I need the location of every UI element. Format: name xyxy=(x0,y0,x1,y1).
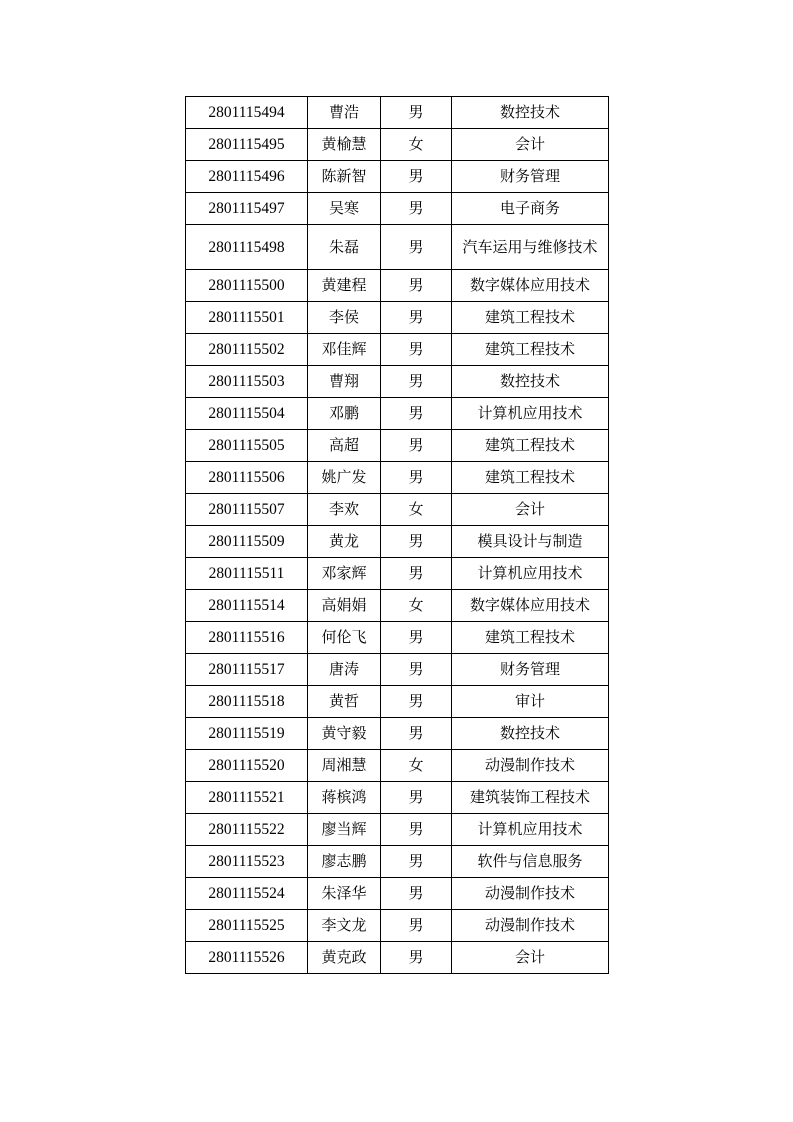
student-name-cell: 邓家辉 xyxy=(308,558,381,590)
student-name-cell: 蒋槟鸿 xyxy=(308,782,381,814)
student-gender-cell: 女 xyxy=(381,590,452,622)
student-name-cell: 李侯 xyxy=(308,302,381,334)
student-name-cell: 黄榆慧 xyxy=(308,129,381,161)
student-name-cell: 曹翔 xyxy=(308,366,381,398)
student-id-cell: 2801115517 xyxy=(186,654,308,686)
student-id-cell: 2801115519 xyxy=(186,718,308,750)
student-id-cell: 2801115500 xyxy=(186,270,308,302)
student-major-cell: 会计 xyxy=(452,129,609,161)
table-row xyxy=(186,782,609,814)
student-name-cell: 周湘慧 xyxy=(308,750,381,782)
table-row xyxy=(186,654,609,686)
student-name-cell: 廖志鹏 xyxy=(308,846,381,878)
student-name-cell: 黄龙 xyxy=(308,526,381,558)
student-name-cell: 姚广发 xyxy=(308,462,381,494)
roster-body xyxy=(186,97,609,974)
student-major-cell: 电子商务 xyxy=(452,193,609,225)
table-row xyxy=(186,302,609,334)
student-major-cell: 软件与信息服务 xyxy=(452,846,609,878)
table-row xyxy=(186,814,609,846)
student-major-cell: 建筑工程技术 xyxy=(452,334,609,366)
table-row xyxy=(186,225,609,270)
student-id-cell: 2801115498 xyxy=(186,225,308,270)
student-id-cell: 2801115507 xyxy=(186,494,308,526)
student-id-cell: 2801115522 xyxy=(186,814,308,846)
student-gender-cell: 男 xyxy=(381,398,452,430)
student-id-cell: 2801115520 xyxy=(186,750,308,782)
student-major-cell: 建筑工程技术 xyxy=(452,622,609,654)
table-row xyxy=(186,910,609,942)
table-row xyxy=(186,270,609,302)
table-row xyxy=(186,161,609,193)
student-id-cell: 2801115514 xyxy=(186,590,308,622)
table-row xyxy=(186,942,609,974)
student-name-cell: 吴寒 xyxy=(308,193,381,225)
student-gender-cell: 男 xyxy=(381,302,452,334)
student-major-cell: 数控技术 xyxy=(452,718,609,750)
student-id-cell: 2801115524 xyxy=(186,878,308,910)
student-name-cell: 朱磊 xyxy=(308,225,381,270)
table-row xyxy=(186,398,609,430)
student-major-cell: 会计 xyxy=(452,494,609,526)
table-row xyxy=(186,97,609,129)
table-row xyxy=(186,193,609,225)
student-gender-cell: 男 xyxy=(381,270,452,302)
student-major-cell: 模具设计与制造 xyxy=(452,526,609,558)
student-gender-cell: 男 xyxy=(381,97,452,129)
table-row xyxy=(186,462,609,494)
table-row xyxy=(186,846,609,878)
student-name-cell: 李文龙 xyxy=(308,910,381,942)
student-gender-cell: 男 xyxy=(381,225,452,270)
student-gender-cell: 男 xyxy=(381,814,452,846)
student-name-cell: 曹浩 xyxy=(308,97,381,129)
student-gender-cell: 男 xyxy=(381,430,452,462)
student-name-cell: 黄建程 xyxy=(308,270,381,302)
student-gender-cell: 男 xyxy=(381,686,452,718)
student-id-cell: 2801115521 xyxy=(186,782,308,814)
student-major-cell: 数字媒体应用技术 xyxy=(452,270,609,302)
table-row xyxy=(186,366,609,398)
student-major-cell: 计算机应用技术 xyxy=(452,814,609,846)
student-gender-cell: 男 xyxy=(381,161,452,193)
student-name-cell: 邓鹏 xyxy=(308,398,381,430)
student-gender-cell: 男 xyxy=(381,366,452,398)
student-id-cell: 2801115525 xyxy=(186,910,308,942)
table-row xyxy=(186,750,609,782)
student-gender-cell: 男 xyxy=(381,622,452,654)
student-name-cell: 高超 xyxy=(308,430,381,462)
student-id-cell: 2801115504 xyxy=(186,398,308,430)
table-row xyxy=(186,878,609,910)
student-gender-cell: 男 xyxy=(381,193,452,225)
student-major-cell: 建筑装饰工程技术 xyxy=(452,782,609,814)
student-gender-cell: 女 xyxy=(381,129,452,161)
student-name-cell: 朱泽华 xyxy=(308,878,381,910)
student-major-cell: 动漫制作技术 xyxy=(452,910,609,942)
student-major-cell: 数控技术 xyxy=(452,97,609,129)
student-roster-table xyxy=(185,96,609,974)
table-row xyxy=(186,622,609,654)
student-gender-cell: 男 xyxy=(381,878,452,910)
student-name-cell: 邓佳辉 xyxy=(308,334,381,366)
student-name-cell: 李欢 xyxy=(308,494,381,526)
student-name-cell: 黄守毅 xyxy=(308,718,381,750)
student-gender-cell: 女 xyxy=(381,750,452,782)
student-gender-cell: 男 xyxy=(381,910,452,942)
student-id-cell: 2801115502 xyxy=(186,334,308,366)
student-major-cell: 建筑工程技术 xyxy=(452,462,609,494)
student-id-cell: 2801115494 xyxy=(186,97,308,129)
student-gender-cell: 男 xyxy=(381,942,452,974)
student-gender-cell: 男 xyxy=(381,558,452,590)
student-major-cell: 动漫制作技术 xyxy=(452,878,609,910)
student-id-cell: 2801115518 xyxy=(186,686,308,718)
student-name-cell: 陈新智 xyxy=(308,161,381,193)
student-major-cell: 数控技术 xyxy=(452,366,609,398)
student-major-cell: 汽车运用与维修技术 xyxy=(452,225,609,270)
student-id-cell: 2801115516 xyxy=(186,622,308,654)
student-gender-cell: 男 xyxy=(381,526,452,558)
student-name-cell: 黄克政 xyxy=(308,942,381,974)
table-row xyxy=(186,590,609,622)
student-major-cell: 建筑工程技术 xyxy=(452,302,609,334)
table-row xyxy=(186,526,609,558)
student-major-cell: 建筑工程技术 xyxy=(452,430,609,462)
table-row xyxy=(186,129,609,161)
student-major-cell: 财务管理 xyxy=(452,161,609,193)
student-gender-cell: 男 xyxy=(381,782,452,814)
table-row xyxy=(186,718,609,750)
student-id-cell: 2801115509 xyxy=(186,526,308,558)
student-id-cell: 2801115497 xyxy=(186,193,308,225)
student-major-cell: 计算机应用技术 xyxy=(452,398,609,430)
table-row xyxy=(186,430,609,462)
student-id-cell: 2801115523 xyxy=(186,846,308,878)
student-id-cell: 2801115496 xyxy=(186,161,308,193)
student-id-cell: 2801115526 xyxy=(186,942,308,974)
student-name-cell: 廖当辉 xyxy=(308,814,381,846)
student-name-cell: 唐涛 xyxy=(308,654,381,686)
student-gender-cell: 女 xyxy=(381,494,452,526)
student-name-cell: 黄哲 xyxy=(308,686,381,718)
student-id-cell: 2801115503 xyxy=(186,366,308,398)
student-major-cell: 数字媒体应用技术 xyxy=(452,590,609,622)
table-row xyxy=(186,494,609,526)
table-row xyxy=(186,334,609,366)
student-name-cell: 何伦飞 xyxy=(308,622,381,654)
student-id-cell: 2801115495 xyxy=(186,129,308,161)
student-id-cell: 2801115511 xyxy=(186,558,308,590)
student-name-cell: 高娟娟 xyxy=(308,590,381,622)
student-gender-cell: 男 xyxy=(381,846,452,878)
student-gender-cell: 男 xyxy=(381,334,452,366)
student-gender-cell: 男 xyxy=(381,718,452,750)
student-gender-cell: 男 xyxy=(381,462,452,494)
student-id-cell: 2801115506 xyxy=(186,462,308,494)
student-major-cell: 动漫制作技术 xyxy=(452,750,609,782)
student-id-cell: 2801115505 xyxy=(186,430,308,462)
student-major-cell: 计算机应用技术 xyxy=(452,558,609,590)
student-major-cell: 会计 xyxy=(452,942,609,974)
document-page xyxy=(185,96,608,974)
student-id-cell: 2801115501 xyxy=(186,302,308,334)
table-row xyxy=(186,558,609,590)
student-gender-cell: 男 xyxy=(381,654,452,686)
student-major-cell: 审计 xyxy=(452,686,609,718)
table-row xyxy=(186,686,609,718)
student-major-cell: 财务管理 xyxy=(452,654,609,686)
